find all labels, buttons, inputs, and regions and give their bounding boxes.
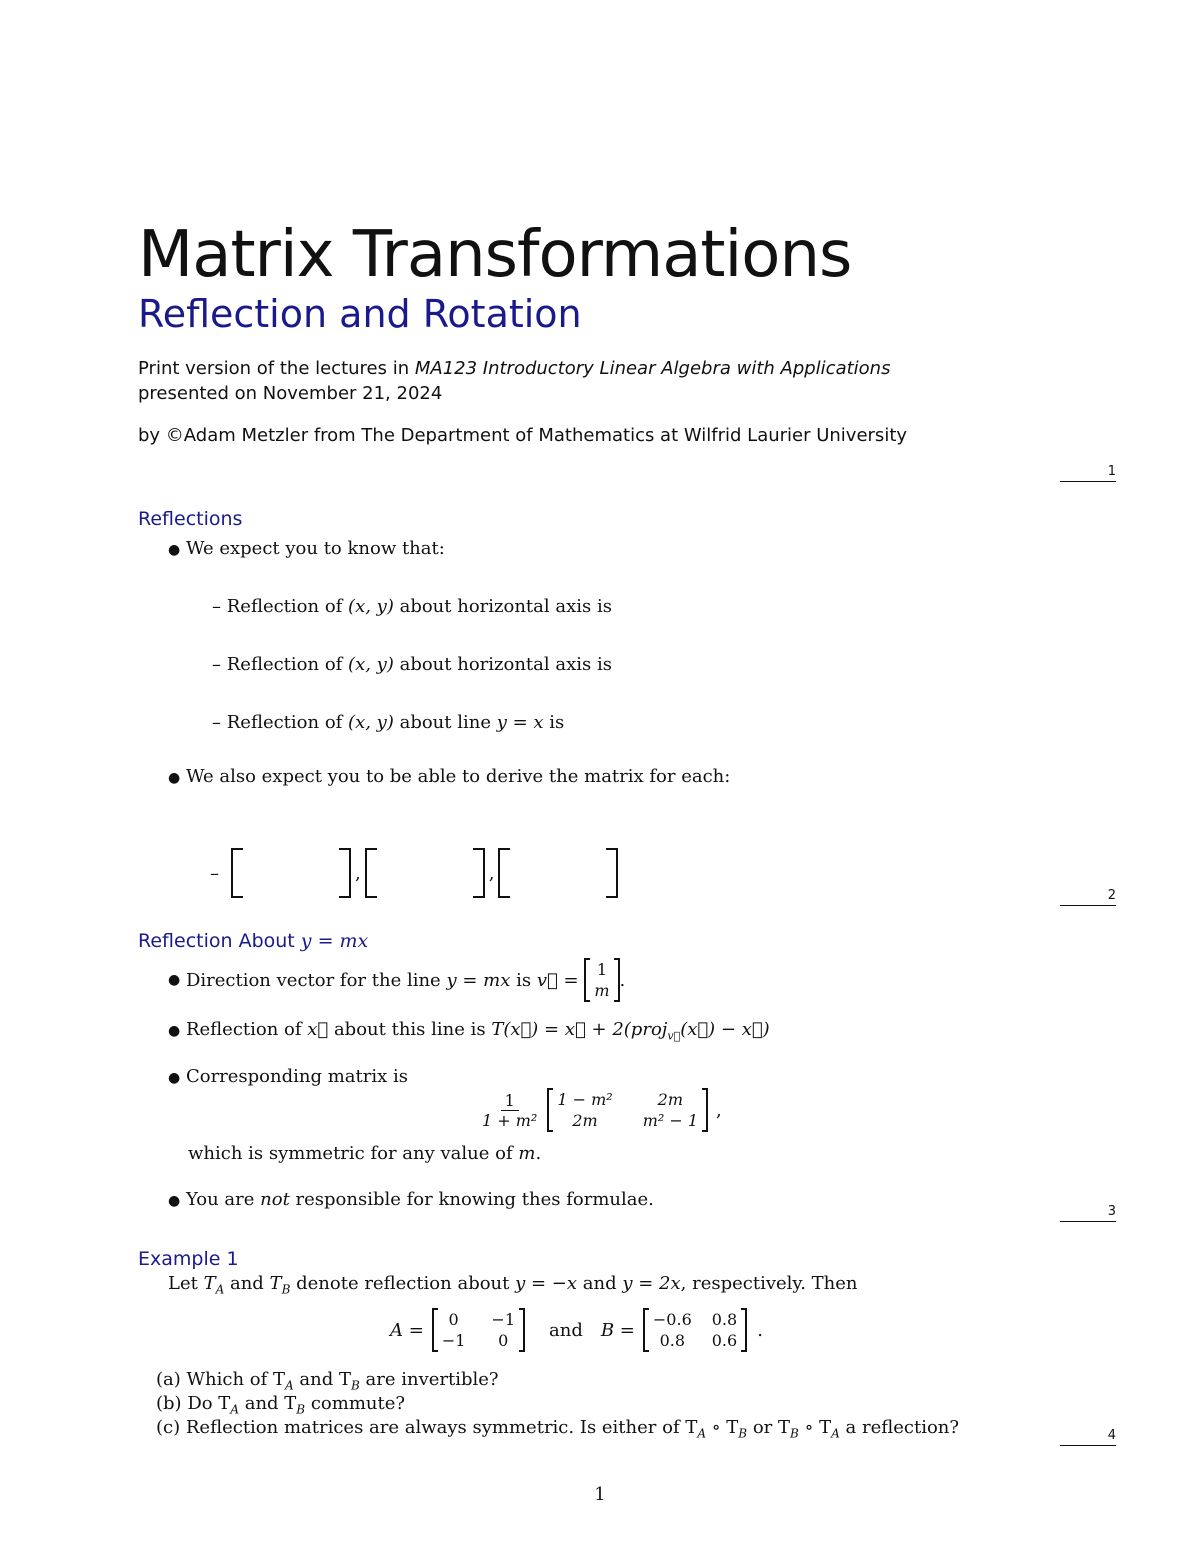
list-item: ● We also expect you to be able to derive the matrix for each: [168,766,731,787]
question-c: (c) Reflection matrices are always symmetric. Is either of $T_A$ ∘ $T_B$ or $T_B$ ∘ $T_A$ a reflection? [156,1417,960,1441]
section-heading-example: Example 1 [138,1248,239,1270]
list-item: ● Direction vector for the line y = mx is v⃗ = 1 m . [168,960,626,1000]
list-item: ● We expect you to know that: [168,538,445,559]
list-subitem: – Reflection of (x, y) about horizontal axis is [212,654,612,675]
direction-vector: 1 m [584,958,619,1002]
slide-number: 3 [1060,1204,1116,1222]
empty-matrices-row: – , , [210,848,618,898]
matrix-bracket-right [339,848,351,898]
list-item: ● Corresponding matrix is [168,1066,408,1087]
question-a: (a) Which of $T_A$ and $T_B$ are invertible? [156,1369,499,1393]
list-item: ● Reflection of x⃗ about this line is T(x⃗) = x⃗ + 2(proj$_{v⃗}$(x⃗) − x⃗) [168,1019,770,1043]
matrix-b: −0.6 0.8 0.8 0.6 [643,1308,747,1352]
matrix: 1 − m² 2m 2m m² − 1 [547,1088,708,1132]
fraction: $\frac{1}{\text{1 + m²}}$ [482,1090,538,1130]
section-heading-reflections: Reflections [138,508,243,530]
course-name: MA123 Introductory Linear Algebra with Applications [414,358,891,379]
slide-number: 2 [1060,888,1116,906]
list-subitem: – Reflection of (x, y) about horizontal axis is [212,596,612,617]
print-version-line: Print version of the lectures in MA123 Introductory Linear Algebra with Applications [138,358,891,379]
symmetric-note: which is symmetric for any value of m. [188,1143,542,1164]
example-intro: Let $T_A$ and $T_B$ denote reflection about y = −x and y = 2x, respectively. Then [168,1273,858,1297]
author-line: by ©Adam Metzler from The Department of Mathematics at Wilfrid Laurier University [138,425,908,446]
list-subitem: – Reflection of (x, y) about line y = x is [212,712,565,733]
page-number: 1 [594,1484,606,1505]
slide-number: 1 [1060,464,1116,482]
section-heading-reflection-about-line: Reflection About y = mx [138,930,369,952]
example-matrices: A = 0 −1 −1 0 and B = −0.6 0.8 0.8 0.6 . [390,1310,763,1350]
matrix-bracket-left [231,848,243,898]
reflection-matrix-formula: $\frac{1}{\text{1 + m²}}$ 1 − m² 2m 2m m² − 1 , [478,1088,722,1132]
page-title: Matrix Transformations [138,218,852,292]
list-item: ● You are not responsible for knowing thes formulae. [168,1189,654,1210]
matrix-bracket-left [365,848,377,898]
matrix-bracket-left [498,848,510,898]
slide-number: 4 [1060,1428,1116,1446]
matrix-bracket-right [473,848,485,898]
presented-date: presented on November 21, 2024 [138,383,443,404]
matrix-bracket-right [606,848,618,898]
question-b: (b) Do $T_A$ and $T_B$ commute? [156,1393,406,1417]
page-subtitle: Reflection and Rotation [138,292,582,336]
matrix-a: 0 −1 −1 0 [432,1308,525,1352]
